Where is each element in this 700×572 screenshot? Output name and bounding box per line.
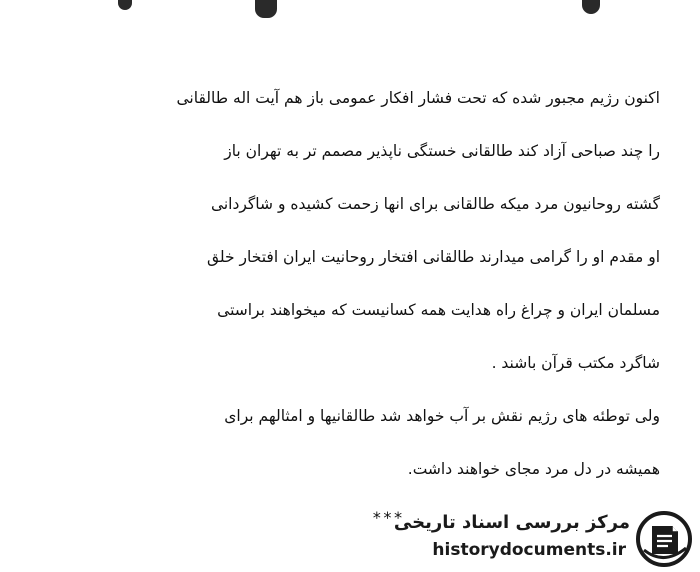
archive-watermark [393, 508, 698, 570]
document-archive-logo-icon [634, 510, 694, 568]
watermark-title: مرکز بررسی اسناد تاریخی [393, 512, 630, 533]
hole-punch-mark [582, 0, 600, 14]
hole-punch-mark [118, 0, 132, 10]
text-line: او مقدم او را گرامی میدارند طالقانی افتخار روحانیت ایران افتخار خلق [206, 248, 660, 266]
end-of-text-mark: *** [372, 508, 404, 527]
text-line: ولی توطئه های رژیم نقش بر آب خواهد شد طالقانیها و امثالهم برای [224, 407, 660, 425]
hole-punch-mark [255, 0, 277, 18]
text-line: همیشه در دل مرد مجای خواهند داشت. [407, 460, 660, 478]
text-line: شاگرد مکتب قرآن باشند . [491, 354, 660, 372]
text-line: را چند صباحی آزاد کند طالقانی خستگی ناپذیر مصمم تر به تهران باز [224, 142, 660, 160]
text-line: گشته روحانیون مرد میکه طالقانی برای انها زحمت کشیده و شاگردانی [210, 195, 660, 213]
watermark-url: historydocuments.ir [432, 540, 626, 560]
document-body [92, 84, 660, 508]
text-line: مسلمان ایران و چراغ راه هدایت همه کسانیست که میخواهند براستی [217, 301, 660, 319]
text-line: اکنون رژیم مجبور شده که تحت فشار افکار عمومی باز هم آیت اله طالقانی [176, 89, 660, 107]
